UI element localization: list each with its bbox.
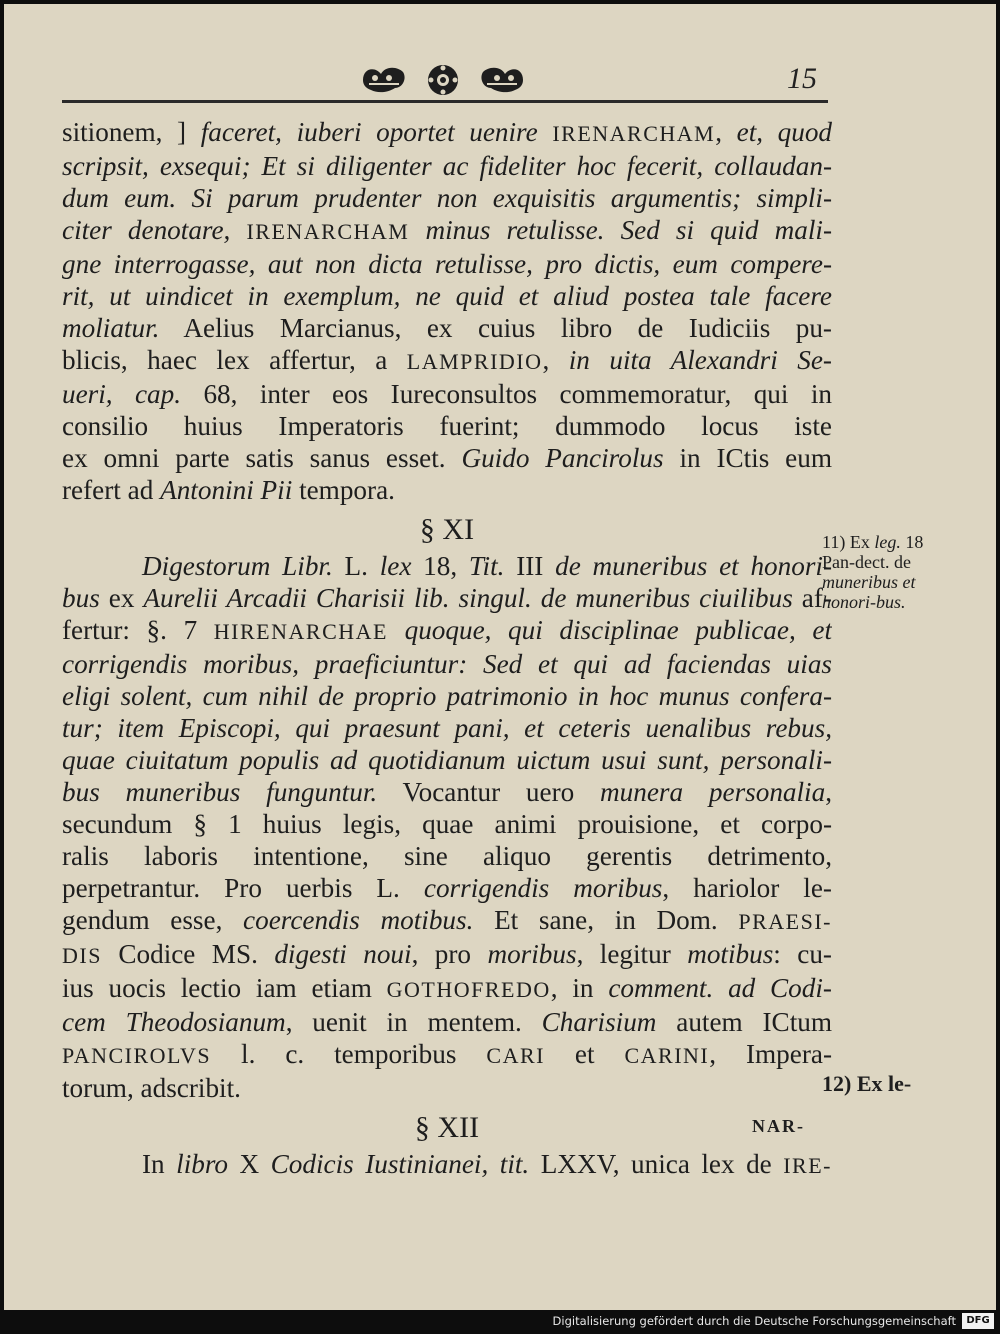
text-line: sitionem, ] faceret, iuberi oportet uenire IRENARCHAM, et, quod xyxy=(62,117,832,147)
text-line: corrigendis moribus, praeficiuntur: Sed et qui ad faciendas uias xyxy=(62,649,832,679)
text-line: tur; item Episcopi, qui praesunt pani, et ceteris uenalibus rebus, xyxy=(62,713,832,743)
ornament-center-icon xyxy=(423,62,463,98)
text-line: secundum § 1 huius legis, quae animi prouisione, et corpo- xyxy=(62,809,832,839)
ornament-left-icon xyxy=(359,62,409,98)
text-line: blicis, haec lex affertur, a LAMPRIDIO, in uita Alexandri Se- xyxy=(62,345,832,375)
margin-note-11: 11) Ex leg. 18 Pan-dect. de muneribus et honori-bus. xyxy=(822,532,924,612)
text-line: DIS Codice MS. digesti noui, pro moribus, legitur motibus: cu- xyxy=(62,939,832,969)
body-text xyxy=(62,116,832,1182)
text-line: ueri, cap. 68, inter eos Iureconsultos commemoratur, qui in xyxy=(62,379,832,409)
text-line: rit, ut uindicet in exemplum, ne quid et aliud postea tale facere xyxy=(62,281,832,311)
text-line: In libro X Codicis Iustinianei, tit. LXXV, unica lex de IRE- xyxy=(142,1149,832,1179)
text-line: consilio huius Imperatoris fuerint; dummodo locus iste xyxy=(62,411,832,441)
text-line: quae ciuitatum populis ad quotidianum uictum usui sunt, personali- xyxy=(62,745,832,775)
margin-note-12: 12) Ex le- xyxy=(822,1071,912,1096)
text-line: torum, adscribit. xyxy=(62,1073,241,1103)
text-line: scripsit, exsequi; Et si diligenter ac fideliter hoc fecerit, collaudan- xyxy=(62,151,832,181)
paragraph-continuation xyxy=(62,116,832,506)
text-line: ex omni parte satis sanus esset. Guido Pancirolus in ICtis eum xyxy=(62,443,832,473)
text-line: bus muneribus funguntur. Vocantur uero munera personalia, xyxy=(62,777,832,807)
footer-credit: Digitalisierung gefördert durch die Deutsche Forschungsgemeinschaft xyxy=(552,1314,956,1328)
text-line: cem Theodosianum, uenit in mentem. Charisium autem ICtum xyxy=(62,1007,832,1037)
text-line: PANCIROLVS l. c. temporibus CARI et CARINI, Impera- xyxy=(62,1039,832,1069)
section-heading-12: § XII xyxy=(414,1111,480,1144)
text-line: refert ad Antonini Pii tempora. xyxy=(62,475,395,505)
scanned-page xyxy=(4,4,996,1310)
text-line: gendum esse, coercendis motibus. Et sane, in Dom. PRAESI- xyxy=(62,905,832,935)
dfg-logo-icon: DFG xyxy=(962,1313,994,1329)
text-line: dum eum. Si parum prudenter non exquisitis argumentis; simpli- xyxy=(62,183,832,213)
text-line: citer denotare, IRENARCHAM minus retulisse. Sed si quid mali- xyxy=(62,215,832,245)
text-line: fertur: §. 7 HIRENARCHAE quoque, qui disciplinae publicae, et xyxy=(62,615,832,645)
text-line: ius uocis lectio iam etiam GOTHOFREDO, in comment. ad Codi- xyxy=(62,973,832,1003)
digitization-footer xyxy=(0,1310,1000,1334)
text-line: Digestorum Libr. L. lex 18, Tit. III de muneribus et honori- xyxy=(142,551,832,581)
text-line: bus ex Aurelii Arcadii Charisii lib. singul. de muneribus ciuilibus af- xyxy=(62,583,832,613)
text-line: gne interrogasse, aut non dicta retulisse, pro dictis, eum compere- xyxy=(62,249,832,279)
ornament-right-icon xyxy=(477,62,527,98)
text-line: ralis laboris intentione, sine aliquo gerentis detrimento, xyxy=(62,841,832,871)
header-ornament xyxy=(359,58,527,102)
header-rule xyxy=(62,100,828,103)
section-11-paragraph xyxy=(62,550,832,1104)
text-line: perpetrantur. Pro uerbis L. corrigendis moribus, hariolor le- xyxy=(62,873,832,903)
text-line: moliatur. Aelius Marcianus, ex cuius libro de Iudiciis pu- xyxy=(62,313,832,343)
text-line: eligi solent, cum nihil de proprio patrimonio in hoc munus confera- xyxy=(62,681,832,711)
catchword: NAR- xyxy=(752,1116,805,1136)
section-12-paragraph xyxy=(62,1148,832,1182)
section-heading-11: § XI xyxy=(419,513,475,546)
page-number: 15 xyxy=(787,62,817,95)
